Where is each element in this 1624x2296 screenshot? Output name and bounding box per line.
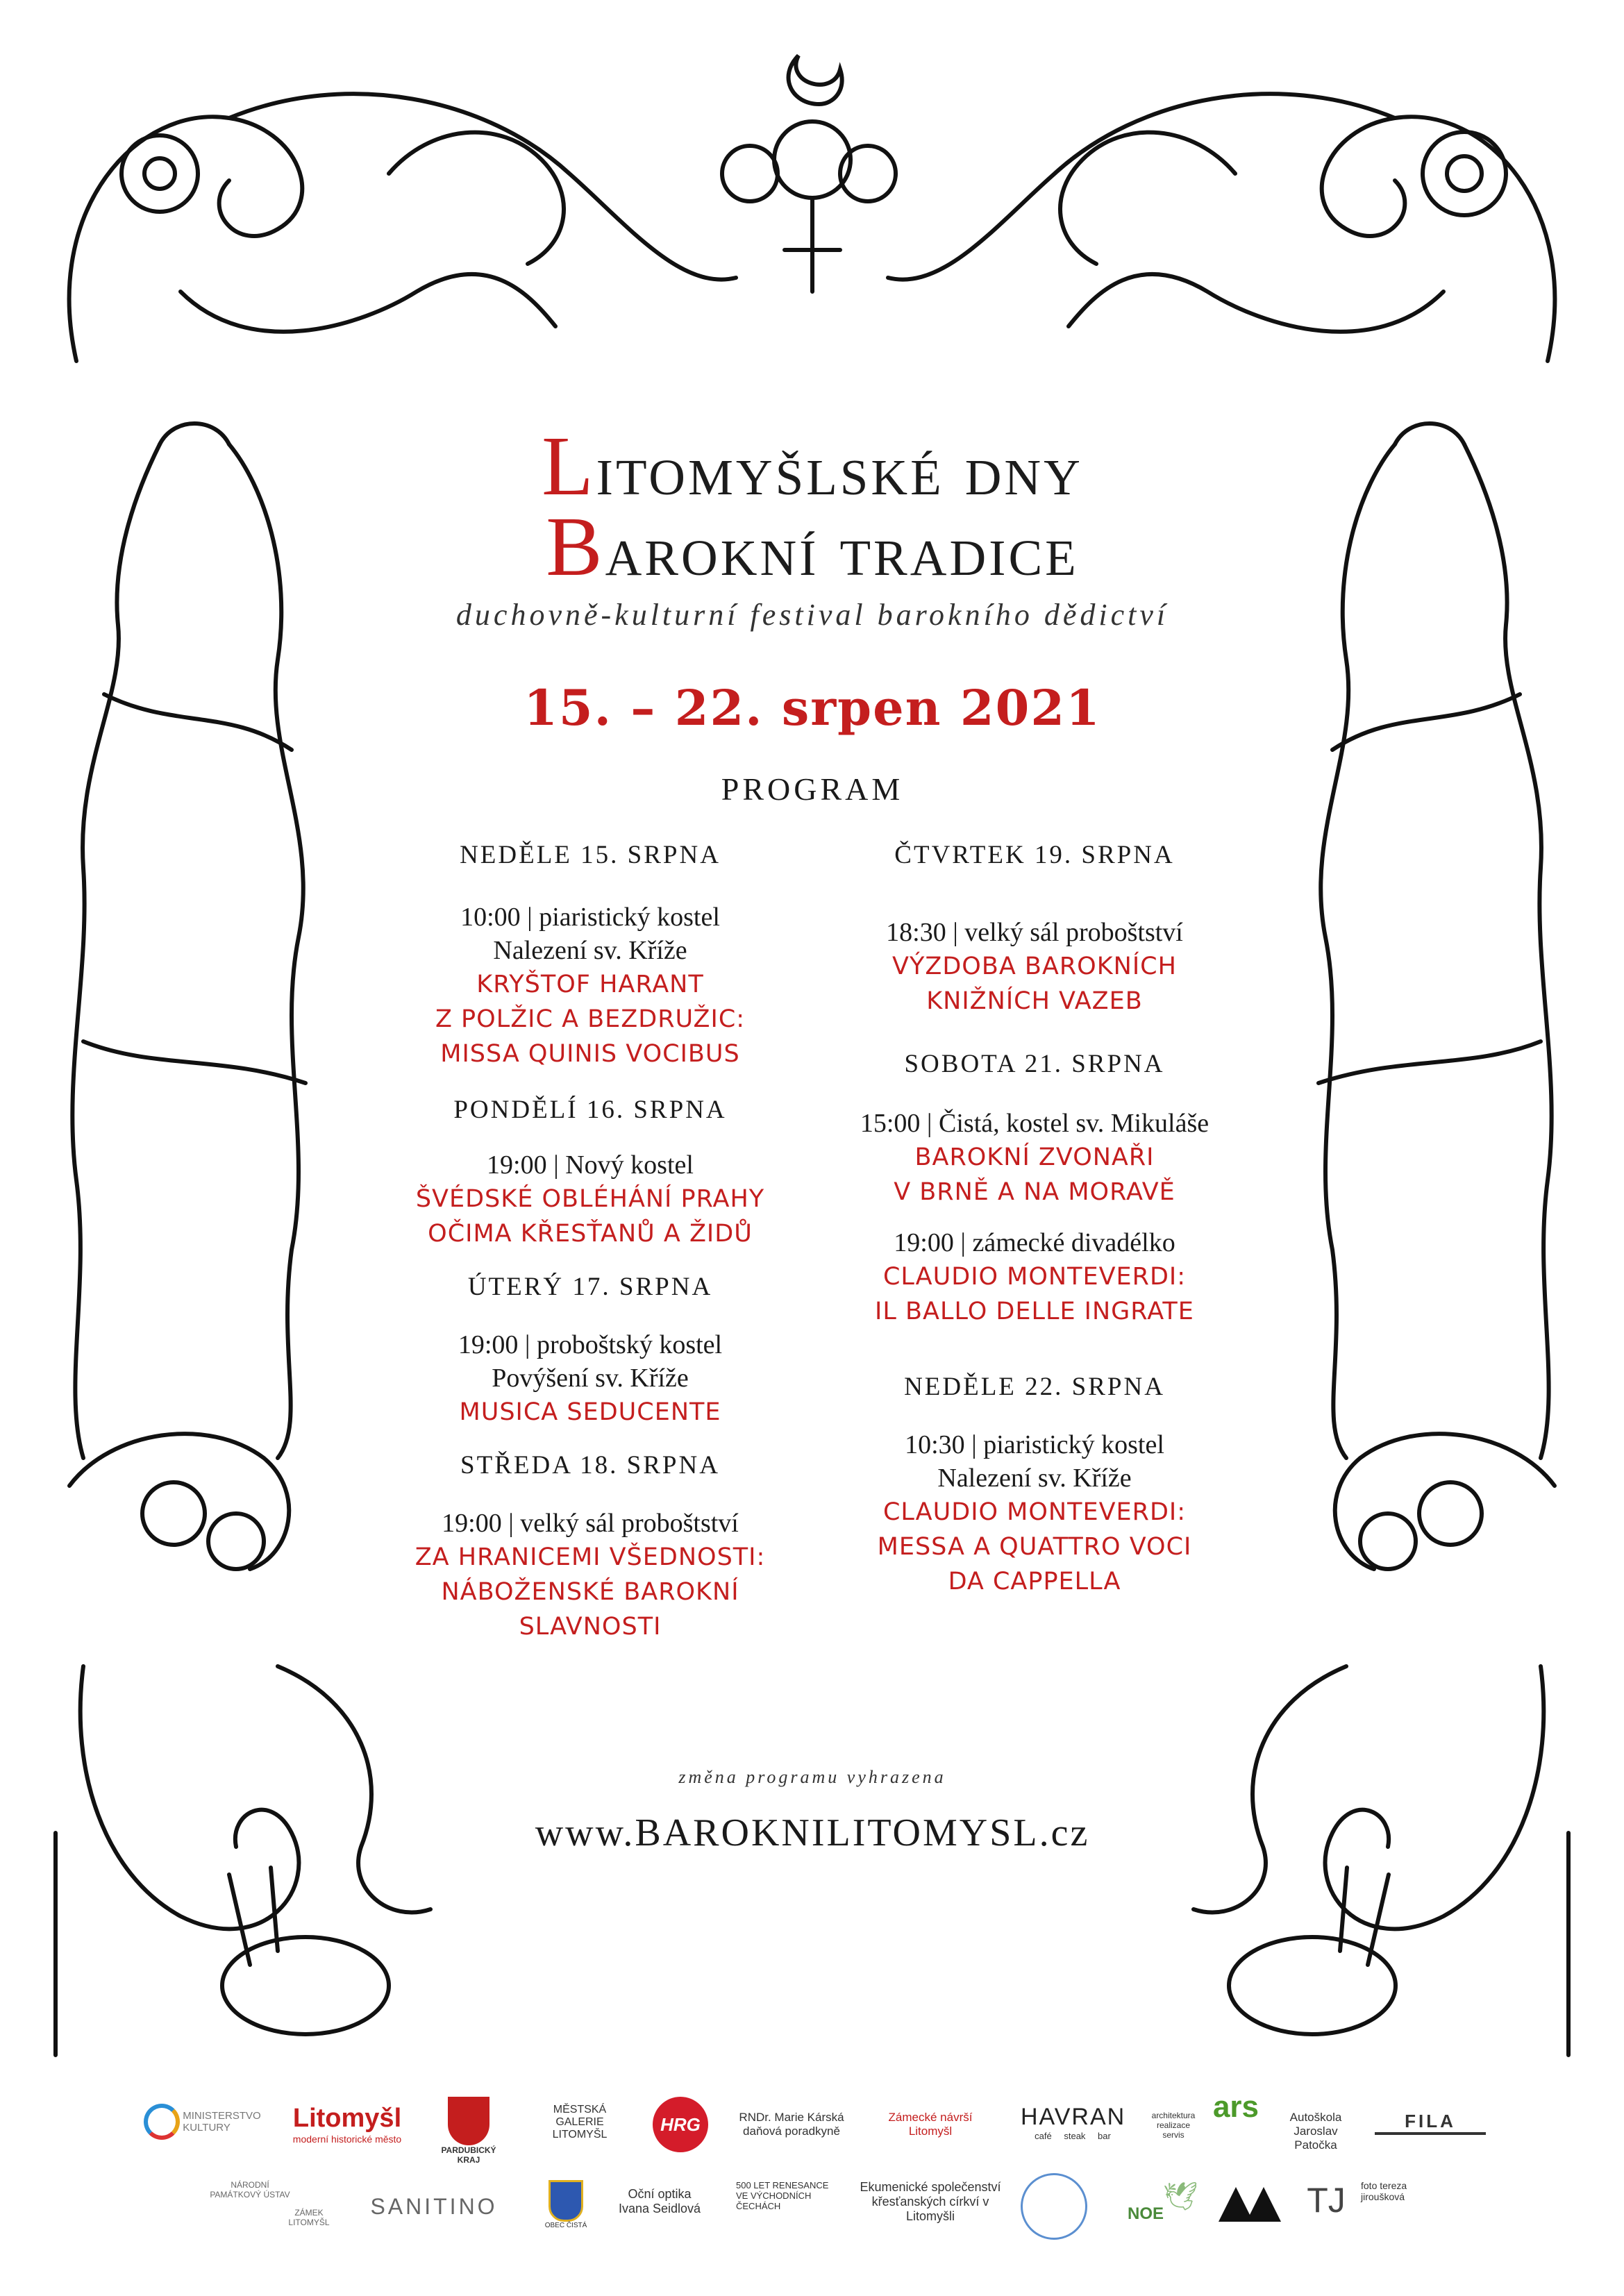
event-title: Z POLŽIC A BEZDRUŽIC: <box>435 1005 746 1033</box>
event-time-place: Nalezení sv. Kříže <box>937 1464 1132 1493</box>
festival-subtitle: duchovně-kulturní festival barokního dědictví <box>455 598 1169 632</box>
event-title: IL BALLO DELLE INGRATE <box>875 1298 1194 1325</box>
event-time-place: 19:00 | zámecké divadélko <box>894 1228 1175 1257</box>
program-column-left <box>375 840 805 1644</box>
optika-logo: Oční optika Ivana Seidlová <box>618 2187 701 2215</box>
litomysl-logo: Litomyšl moderní historické město <box>292 2104 402 2145</box>
pardubicky-kraj-logo: PARDUBICKÝ KRAJ <box>430 2097 507 2165</box>
festival-dates: 15. – 22. srpen 2021 <box>524 679 1101 737</box>
ars-label: architektura realizace servis <box>1151 2111 1196 2140</box>
event-title: OČIMA KŘESŤANŮ A ŽIDŮ <box>428 1220 753 1248</box>
event-title: KRYŠTOF HARANT <box>476 971 704 998</box>
day-heading: STŘEDA 18. SRPNA <box>460 1451 720 1480</box>
coat-of-arms-icon <box>549 2180 583 2222</box>
day-heading: PONDĚLÍ 16. SRPNA <box>453 1096 727 1124</box>
npu-logo: NÁRODNÍ PAMÁTKOVÝ ÚSTAV <box>210 2180 290 2199</box>
karska-logo: RNDr. Marie Kárská daňová poradkyně <box>739 2111 844 2138</box>
event-title: NÁBOŽENSKÉ BAROKNÍ <box>441 1578 739 1606</box>
event-time-place: 19:00 | proboštský kostel <box>458 1330 723 1359</box>
day-heading: NEDĚLE 22. SRPNA <box>904 1373 1165 1401</box>
event-time-place: Nalezení sv. Kříže <box>493 936 687 965</box>
festival-title-line2: Barokní tradice <box>546 500 1079 594</box>
event-time-place: 19:00 | velký sál proboštství <box>442 1509 739 1538</box>
ministry-logo: MINISTERSTVO KULTURY <box>132 2104 271 2140</box>
tj-logo: TJ <box>1307 2181 1346 2220</box>
event-title: SLAVNOSTI <box>519 1613 662 1641</box>
mountains-icon <box>1219 2187 1281 2222</box>
event-time-place: Povýšení sv. Kříže <box>492 1364 689 1393</box>
mestska-galerie-logo: MĚSTSKÁ GALERIE LITOMYŠL <box>552 2104 608 2140</box>
event-title: MESSA A QUATTRO VOCI <box>877 1533 1192 1561</box>
program-change-note: změna programu vyhrazena <box>678 1767 946 1787</box>
ekumenicke-logo: Ekumenické společenství křesťanských církví v Litomyšli <box>860 2180 1001 2223</box>
day-heading: ČTVRTEK 19. SRPNA <box>894 841 1175 869</box>
autoskola-logo: Autoškola Jaroslav Patočka <box>1289 2111 1342 2152</box>
sanitino-logo: SANITINO <box>370 2194 498 2219</box>
hrg-logo: HRG <box>653 2097 708 2152</box>
event-title: CLAUDIO MONTEVERDI: <box>882 1263 1187 1291</box>
event-time-place: 19:00 | Nový kostel <box>487 1150 694 1180</box>
noe-logo: NOE <box>1127 2204 1164 2223</box>
event-title: ŠVÉDSKÉ OBLÉHÁNÍ PRAHY <box>415 1185 765 1213</box>
event-title: CLAUDIO MONTEVERDI: <box>882 1498 1187 1526</box>
event-time-place: 10:30 | piaristický kostel <box>905 1430 1164 1459</box>
event-title: MUSICA SEDUCENTE <box>459 1398 721 1426</box>
event-title: MISSA QUINIS VOCIBUS <box>440 1040 740 1068</box>
program-column-right <box>819 840 1250 1599</box>
day-heading: ÚTERÝ 17. SRPNA <box>467 1273 713 1301</box>
event-time-place: 15:00 | Čistá, kostel sv. Mikuláše <box>860 1109 1209 1138</box>
zamecke-navrsi-logo: Zámecké návrší Litomyšl <box>888 2111 973 2138</box>
event-title: ZA HRANICEMI VŠEDNOSTI: <box>415 1543 766 1571</box>
coat-of-arms-icon <box>448 2097 489 2145</box>
renesance-logo: 500 LET RENESANCE VE VÝCHODNÍCH ČECHÁCH <box>736 2180 829 2211</box>
event-title: V BRNĚ A NA MORAVĚ <box>894 1178 1175 1206</box>
event-title: VÝZDOBA BAROKNÍCH <box>892 953 1177 980</box>
dove-icon: 🕊 <box>1162 2181 1198 2212</box>
ministry-ring-icon <box>144 2104 180 2140</box>
day-heading: SOBOTA 21. SRPNA <box>904 1050 1165 1078</box>
seal-logo <box>1021 2173 1087 2240</box>
event-title: KNIŽNÍCH VAZEB <box>926 987 1143 1015</box>
event-title: DA CAPPELLA <box>948 1568 1121 1595</box>
ars-logo: ars <box>1212 2090 1259 2124</box>
program-heading: PROGRAM <box>721 771 904 807</box>
zamek-logo: ZÁMEK LITOMYŠL <box>288 2208 330 2227</box>
havran-logo: HAVRAN café steak bar <box>1021 2104 1126 2141</box>
mountains-logo <box>1215 2187 1284 2225</box>
photo-credit: foto tereza jiroušková <box>1361 2180 1407 2202</box>
festival-title-line1: Litomyšlské dny <box>542 419 1083 513</box>
event-time-place: 18:30 | velký sál proboštství <box>886 918 1183 947</box>
fila-logo: FILA <box>1375 2111 1486 2135</box>
event-time-place: 10:00 | piaristický kostel <box>460 903 720 932</box>
cista-logo: OBEC ČISTÁ <box>535 2180 597 2229</box>
website-link[interactable]: www.BAROKNILITOMYSL.cz <box>535 1811 1090 1854</box>
day-heading: NEDĚLE 15. SRPNA <box>460 841 721 869</box>
event-title: BAROKNÍ ZVONAŘI <box>914 1143 1155 1171</box>
